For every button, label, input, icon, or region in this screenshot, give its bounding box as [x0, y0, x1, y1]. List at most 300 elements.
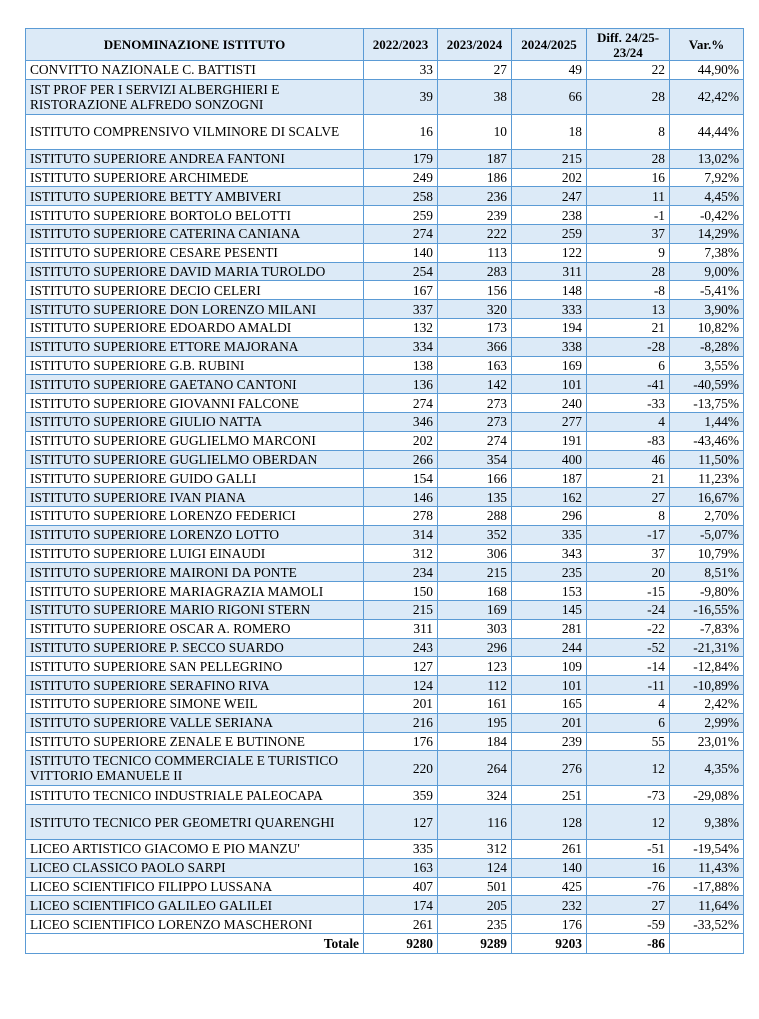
table-row: [26, 318, 744, 337]
value-diff: 28: [587, 79, 670, 114]
value-var-pct: 3,55%: [670, 356, 744, 375]
value-2023-2024: 168: [438, 582, 512, 601]
value-2024-2025: 49: [512, 61, 587, 80]
institute-name: ISTITUTO SUPERIORE BETTY AMBIVERI: [26, 187, 364, 206]
value-2023-2024: 273: [438, 394, 512, 413]
value-diff: 55: [587, 732, 670, 751]
value-var-pct: 9,00%: [670, 262, 744, 281]
value-var-pct: 8,51%: [670, 563, 744, 582]
value-var-pct: -16,55%: [670, 600, 744, 619]
totals-y3: 9203: [512, 934, 587, 954]
value-2023-2024: 113: [438, 243, 512, 262]
table-row: [26, 657, 744, 676]
value-diff: -8: [587, 281, 670, 300]
institute-name: ISTITUTO SUPERIORE EDOARDO AMALDI: [26, 318, 364, 337]
value-diff: 6: [587, 713, 670, 732]
value-var-pct: 42,42%: [670, 79, 744, 114]
value-2024-2025: 335: [512, 525, 587, 544]
value-2024-2025: 145: [512, 600, 587, 619]
value-var-pct: 7,38%: [670, 243, 744, 262]
value-2023-2024: 38: [438, 79, 512, 114]
institute-name: ISTITUTO SUPERIORE LORENZO LOTTO: [26, 525, 364, 544]
value-var-pct: -40,59%: [670, 375, 744, 394]
value-2024-2025: 215: [512, 149, 587, 168]
value-2024-2025: 128: [512, 805, 587, 840]
value-2023-2024: 116: [438, 805, 512, 840]
totals-row: [26, 934, 744, 954]
value-2022-2023: 127: [364, 657, 438, 676]
value-2022-2023: 312: [364, 544, 438, 563]
value-2022-2023: 258: [364, 187, 438, 206]
value-diff: -15: [587, 582, 670, 601]
value-2024-2025: 425: [512, 877, 587, 896]
institute-name: ISTITUTO SUPERIORE LUIGI EINAUDI: [26, 544, 364, 563]
value-2023-2024: 123: [438, 657, 512, 676]
table-row: [26, 858, 744, 877]
value-diff: 16: [587, 168, 670, 187]
value-2022-2023: 216: [364, 713, 438, 732]
value-2023-2024: 10: [438, 114, 512, 149]
value-2024-2025: 277: [512, 412, 587, 431]
institute-name: ISTITUTO SUPERIORE P. SECCO SUARDO: [26, 638, 364, 657]
value-2023-2024: 195: [438, 713, 512, 732]
value-2024-2025: 338: [512, 337, 587, 356]
value-2022-2023: 311: [364, 619, 438, 638]
value-2024-2025: 239: [512, 732, 587, 751]
value-2023-2024: 264: [438, 751, 512, 786]
value-diff: 21: [587, 318, 670, 337]
value-diff: -52: [587, 638, 670, 657]
value-var-pct: 7,92%: [670, 168, 744, 187]
value-2024-2025: 165: [512, 694, 587, 713]
value-2022-2023: 146: [364, 488, 438, 507]
value-var-pct: 11,50%: [670, 450, 744, 469]
header-year-2022: 2022/2023: [364, 29, 438, 61]
value-var-pct: 2,70%: [670, 506, 744, 525]
value-2023-2024: 312: [438, 840, 512, 859]
table-body: [26, 61, 744, 934]
value-var-pct: 4,35%: [670, 751, 744, 786]
table-row: [26, 149, 744, 168]
value-diff: 21: [587, 469, 670, 488]
value-2022-2023: 407: [364, 877, 438, 896]
institute-name: ISTITUTO SUPERIORE CESARE PESENTI: [26, 243, 364, 262]
value-2024-2025: 251: [512, 786, 587, 805]
value-2022-2023: 314: [364, 525, 438, 544]
value-2024-2025: 101: [512, 375, 587, 394]
value-2023-2024: 273: [438, 412, 512, 431]
value-var-pct: -9,80%: [670, 582, 744, 601]
value-2023-2024: 366: [438, 337, 512, 356]
value-2024-2025: 109: [512, 657, 587, 676]
value-var-pct: -21,31%: [670, 638, 744, 657]
value-diff: 16: [587, 858, 670, 877]
header-row: [26, 29, 744, 61]
institute-name: ISTITUTO SUPERIORE DAVID MARIA TUROLDO: [26, 262, 364, 281]
value-2022-2023: 138: [364, 356, 438, 375]
value-diff: -28: [587, 337, 670, 356]
value-2022-2023: 201: [364, 694, 438, 713]
table-row: [26, 786, 744, 805]
value-2023-2024: 501: [438, 877, 512, 896]
header-diff: Diff. 24/25-23/24: [587, 29, 670, 61]
table-row: [26, 563, 744, 582]
value-2022-2023: 346: [364, 412, 438, 431]
value-diff: -73: [587, 786, 670, 805]
value-2022-2023: 179: [364, 149, 438, 168]
value-2022-2023: 16: [364, 114, 438, 149]
value-2022-2023: 127: [364, 805, 438, 840]
value-2022-2023: 215: [364, 600, 438, 619]
table-row: [26, 896, 744, 915]
value-2023-2024: 352: [438, 525, 512, 544]
value-2024-2025: 201: [512, 713, 587, 732]
totals-var: [670, 934, 744, 954]
value-2023-2024: 303: [438, 619, 512, 638]
value-diff: -51: [587, 840, 670, 859]
institute-name: ISTITUTO SUPERIORE ARCHIMEDE: [26, 168, 364, 187]
value-2024-2025: 238: [512, 206, 587, 225]
table-row: [26, 243, 744, 262]
institute-name: ISTITUTO SUPERIORE ZENALE E BUTINONE: [26, 732, 364, 751]
table-row: [26, 337, 744, 356]
value-diff: -24: [587, 600, 670, 619]
institute-name: ISTITUTO SUPERIORE OSCAR A. ROMERO: [26, 619, 364, 638]
value-2023-2024: 169: [438, 600, 512, 619]
value-2022-2023: 278: [364, 506, 438, 525]
institute-name: LICEO ARTISTICO GIACOMO E PIO MANZU': [26, 840, 364, 859]
table-row: [26, 79, 744, 114]
value-2024-2025: 244: [512, 638, 587, 657]
table-row: [26, 375, 744, 394]
value-2022-2023: 234: [364, 563, 438, 582]
institute-name: ISTITUTO SUPERIORE DECIO CELERI: [26, 281, 364, 300]
value-2024-2025: 18: [512, 114, 587, 149]
value-2022-2023: 274: [364, 394, 438, 413]
value-2023-2024: 215: [438, 563, 512, 582]
value-2024-2025: 140: [512, 858, 587, 877]
table-row: [26, 915, 744, 934]
value-2024-2025: 261: [512, 840, 587, 859]
institute-name: ISTITUTO SUPERIORE VALLE SERIANA: [26, 713, 364, 732]
value-diff: 4: [587, 694, 670, 713]
value-2022-2023: 274: [364, 224, 438, 243]
institute-name: ISTITUTO SUPERIORE DON LORENZO MILANI: [26, 300, 364, 319]
value-2024-2025: 333: [512, 300, 587, 319]
value-diff: -22: [587, 619, 670, 638]
value-diff: 27: [587, 488, 670, 507]
value-2022-2023: 335: [364, 840, 438, 859]
value-var-pct: 2,42%: [670, 694, 744, 713]
institute-name: ISTITUTO SUPERIORE GUIDO GALLI: [26, 469, 364, 488]
value-2023-2024: 163: [438, 356, 512, 375]
header-year-2024: 2024/2025: [512, 29, 587, 61]
value-var-pct: 10,79%: [670, 544, 744, 563]
value-2022-2023: 220: [364, 751, 438, 786]
value-2024-2025: 276: [512, 751, 587, 786]
value-2022-2023: 124: [364, 676, 438, 695]
institute-name: LICEO SCIENTIFICO LORENZO MASCHERONI: [26, 915, 364, 934]
value-2023-2024: 187: [438, 149, 512, 168]
value-var-pct: 13,02%: [670, 149, 744, 168]
table-row: [26, 224, 744, 243]
value-2023-2024: 135: [438, 488, 512, 507]
value-diff: -33: [587, 394, 670, 413]
value-diff: 20: [587, 563, 670, 582]
value-2022-2023: 136: [364, 375, 438, 394]
table-row: [26, 525, 744, 544]
table-row: [26, 751, 744, 786]
value-diff: 12: [587, 751, 670, 786]
value-var-pct: 1,44%: [670, 412, 744, 431]
value-diff: 8: [587, 114, 670, 149]
value-2022-2023: 359: [364, 786, 438, 805]
header-var: Var.%: [670, 29, 744, 61]
value-var-pct: 16,67%: [670, 488, 744, 507]
value-diff: -76: [587, 877, 670, 896]
institute-name: ISTITUTO SUPERIORE GIULIO NATTA: [26, 412, 364, 431]
value-2022-2023: 174: [364, 896, 438, 915]
value-var-pct: -12,84%: [670, 657, 744, 676]
value-var-pct: -5,07%: [670, 525, 744, 544]
table-row: [26, 114, 744, 149]
value-2023-2024: 306: [438, 544, 512, 563]
table-row: [26, 187, 744, 206]
table-row: [26, 676, 744, 695]
value-var-pct: -5,41%: [670, 281, 744, 300]
value-2024-2025: 169: [512, 356, 587, 375]
value-2024-2025: 153: [512, 582, 587, 601]
value-2022-2023: 249: [364, 168, 438, 187]
table-row: [26, 412, 744, 431]
header-year-2023: 2023/2024: [438, 29, 512, 61]
value-2024-2025: 101: [512, 676, 587, 695]
value-diff: 13: [587, 300, 670, 319]
institute-name: ISTITUTO SUPERIORE GIOVANNI FALCONE: [26, 394, 364, 413]
table-row: [26, 582, 744, 601]
value-2023-2024: 205: [438, 896, 512, 915]
institute-name: ISTITUTO SUPERIORE GAETANO CANTONI: [26, 375, 364, 394]
value-diff: -14: [587, 657, 670, 676]
value-diff: -41: [587, 375, 670, 394]
value-var-pct: -10,89%: [670, 676, 744, 695]
value-2022-2023: 259: [364, 206, 438, 225]
value-2022-2023: 150: [364, 582, 438, 601]
totals-label: Totale: [26, 934, 364, 954]
value-2022-2023: 261: [364, 915, 438, 934]
enrollment-table: [25, 28, 744, 954]
table-row: [26, 840, 744, 859]
table-row: [26, 619, 744, 638]
institute-name: CONVITTO NAZIONALE C. BATTISTI: [26, 61, 364, 80]
institute-name: ISTITUTO SUPERIORE LORENZO FEDERICI: [26, 506, 364, 525]
institute-name: ISTITUTO TECNICO INDUSTRIALE PALEOCAPA: [26, 786, 364, 805]
value-2023-2024: 283: [438, 262, 512, 281]
value-2023-2024: 27: [438, 61, 512, 80]
value-var-pct: -17,88%: [670, 877, 744, 896]
value-2022-2023: 39: [364, 79, 438, 114]
value-2023-2024: 124: [438, 858, 512, 877]
institute-name: ISTITUTO SUPERIORE MARIO RIGONI STERN: [26, 600, 364, 619]
value-var-pct: -8,28%: [670, 337, 744, 356]
value-var-pct: -43,46%: [670, 431, 744, 450]
value-2022-2023: 167: [364, 281, 438, 300]
value-var-pct: 9,38%: [670, 805, 744, 840]
value-2023-2024: 142: [438, 375, 512, 394]
value-2022-2023: 243: [364, 638, 438, 657]
value-2022-2023: 154: [364, 469, 438, 488]
value-2023-2024: 166: [438, 469, 512, 488]
value-var-pct: 11,64%: [670, 896, 744, 915]
value-2023-2024: 235: [438, 915, 512, 934]
institute-name: IST PROF PER I SERVIZI ALBERGHIERI E RISTORAZIONE ALFREDO SONZOGNI: [26, 79, 364, 114]
value-2023-2024: 161: [438, 694, 512, 713]
institute-name: ISTITUTO SUPERIORE IVAN PIANA: [26, 488, 364, 507]
table-row: [26, 877, 744, 896]
institute-name: ISTITUTO SUPERIORE SAN PELLEGRINO: [26, 657, 364, 676]
table-row: [26, 469, 744, 488]
institute-name: ISTITUTO SUPERIORE SERAFINO RIVA: [26, 676, 364, 695]
table-row: [26, 600, 744, 619]
value-diff: 22: [587, 61, 670, 80]
value-2023-2024: 320: [438, 300, 512, 319]
value-diff: 12: [587, 805, 670, 840]
totals-y1: 9280: [364, 934, 438, 954]
value-2022-2023: 163: [364, 858, 438, 877]
table-row: [26, 713, 744, 732]
institute-name: ISTITUTO SUPERIORE MARIAGRAZIA MAMOLI: [26, 582, 364, 601]
value-2023-2024: 296: [438, 638, 512, 657]
totals-y2: 9289: [438, 934, 512, 954]
institute-name: LICEO CLASSICO PAOLO SARPI: [26, 858, 364, 877]
value-diff: 11: [587, 187, 670, 206]
institute-name: LICEO SCIENTIFICO FILIPPO LUSSANA: [26, 877, 364, 896]
value-2024-2025: 148: [512, 281, 587, 300]
value-var-pct: 44,44%: [670, 114, 744, 149]
value-diff: 37: [587, 224, 670, 243]
totals-diff: -86: [587, 934, 670, 954]
value-diff: 6: [587, 356, 670, 375]
value-2022-2023: 202: [364, 431, 438, 450]
value-var-pct: -13,75%: [670, 394, 744, 413]
value-2022-2023: 254: [364, 262, 438, 281]
table-row: [26, 206, 744, 225]
value-2024-2025: 400: [512, 450, 587, 469]
value-diff: -11: [587, 676, 670, 695]
institute-name: ISTITUTO SUPERIORE ANDREA FANTONI: [26, 149, 364, 168]
value-2023-2024: 112: [438, 676, 512, 695]
institute-name: LICEO SCIENTIFICO GALILEO GALILEI: [26, 896, 364, 915]
table-row: [26, 61, 744, 80]
value-var-pct: -7,83%: [670, 619, 744, 638]
institute-name: ISTITUTO SUPERIORE CATERINA CANIANA: [26, 224, 364, 243]
value-var-pct: -19,54%: [670, 840, 744, 859]
table-row: [26, 450, 744, 469]
value-2022-2023: 176: [364, 732, 438, 751]
institute-name: ISTITUTO SUPERIORE BORTOLO BELOTTI: [26, 206, 364, 225]
value-var-pct: 3,90%: [670, 300, 744, 319]
value-2023-2024: 236: [438, 187, 512, 206]
value-2024-2025: 281: [512, 619, 587, 638]
institute-name: ISTITUTO SUPERIORE G.B. RUBINI: [26, 356, 364, 375]
value-var-pct: 11,43%: [670, 858, 744, 877]
value-var-pct: 10,82%: [670, 318, 744, 337]
value-2023-2024: 354: [438, 450, 512, 469]
value-diff: -83: [587, 431, 670, 450]
value-2024-2025: 202: [512, 168, 587, 187]
table-row: [26, 732, 744, 751]
institute-name: ISTITUTO SUPERIORE MAIRONI DA PONTE: [26, 563, 364, 582]
value-2022-2023: 33: [364, 61, 438, 80]
value-diff: -59: [587, 915, 670, 934]
value-2024-2025: 176: [512, 915, 587, 934]
value-var-pct: 44,90%: [670, 61, 744, 80]
value-2023-2024: 184: [438, 732, 512, 751]
value-2024-2025: 240: [512, 394, 587, 413]
institute-name: ISTITUTO SUPERIORE GUGLIELMO MARCONI: [26, 431, 364, 450]
value-2023-2024: 239: [438, 206, 512, 225]
table-row: [26, 544, 744, 563]
value-diff: 27: [587, 896, 670, 915]
table-row: [26, 638, 744, 657]
value-diff: 46: [587, 450, 670, 469]
table-row: [26, 694, 744, 713]
header-name: DENOMINAZIONE ISTITUTO: [26, 29, 364, 61]
value-var-pct: 4,45%: [670, 187, 744, 206]
institute-name: ISTITUTO SUPERIORE GUGLIELMO OBERDAN: [26, 450, 364, 469]
value-var-pct: 14,29%: [670, 224, 744, 243]
value-2023-2024: 288: [438, 506, 512, 525]
value-2024-2025: 66: [512, 79, 587, 114]
value-2023-2024: 324: [438, 786, 512, 805]
value-2024-2025: 232: [512, 896, 587, 915]
value-2024-2025: 187: [512, 469, 587, 488]
table-row: [26, 356, 744, 375]
value-2023-2024: 274: [438, 431, 512, 450]
institute-name: ISTITUTO SUPERIORE SIMONE WEIL: [26, 694, 364, 713]
table-row: [26, 488, 744, 507]
value-2024-2025: 296: [512, 506, 587, 525]
value-2024-2025: 191: [512, 431, 587, 450]
value-2023-2024: 156: [438, 281, 512, 300]
value-var-pct: 23,01%: [670, 732, 744, 751]
value-diff: -17: [587, 525, 670, 544]
value-2024-2025: 247: [512, 187, 587, 206]
value-diff: 4: [587, 412, 670, 431]
value-diff: 37: [587, 544, 670, 563]
table-row: [26, 506, 744, 525]
value-diff: 8: [587, 506, 670, 525]
value-var-pct: 11,23%: [670, 469, 744, 488]
value-2022-2023: 334: [364, 337, 438, 356]
value-diff: -1: [587, 206, 670, 225]
table-row: [26, 262, 744, 281]
value-var-pct: 2,99%: [670, 713, 744, 732]
value-2024-2025: 259: [512, 224, 587, 243]
value-2024-2025: 343: [512, 544, 587, 563]
table-row: [26, 394, 744, 413]
value-2024-2025: 311: [512, 262, 587, 281]
table-row: [26, 431, 744, 450]
table-row: [26, 168, 744, 187]
value-diff: 9: [587, 243, 670, 262]
institute-name: ISTITUTO TECNICO PER GEOMETRI QUARENGHI: [26, 805, 364, 840]
value-2022-2023: 337: [364, 300, 438, 319]
value-var-pct: -29,08%: [670, 786, 744, 805]
value-2024-2025: 194: [512, 318, 587, 337]
table-row: [26, 805, 744, 840]
value-2022-2023: 140: [364, 243, 438, 262]
